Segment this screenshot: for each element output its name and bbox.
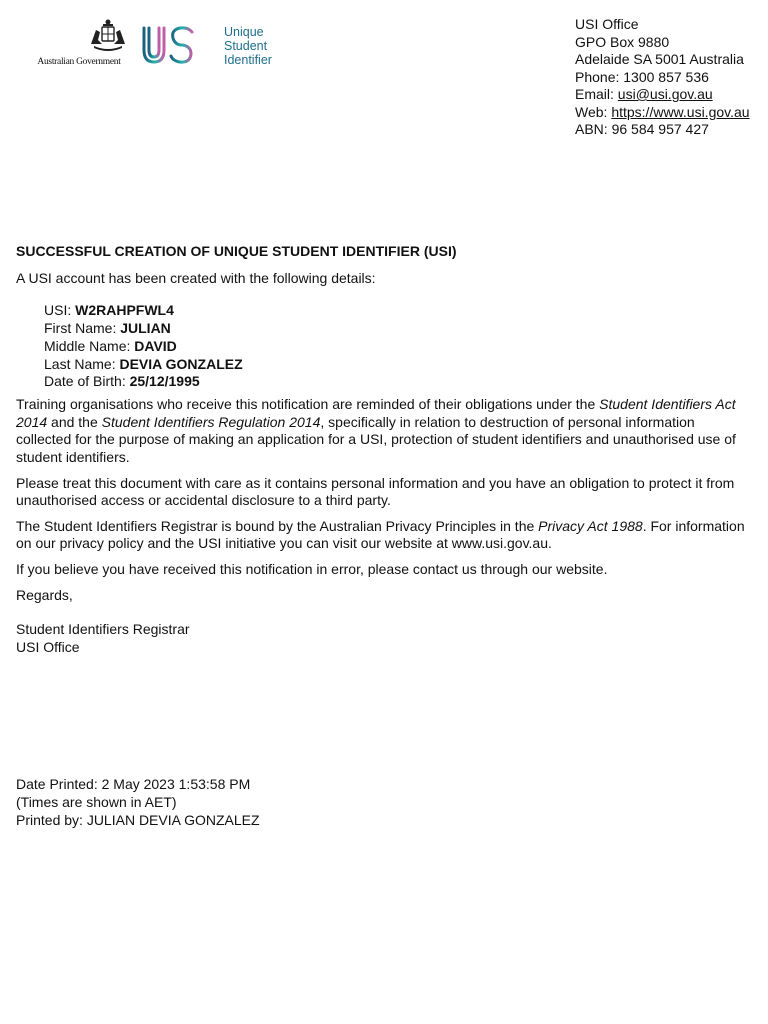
timezone-note: (Times are shown in AET) <box>16 793 177 810</box>
office-po-box: GPO Box 9880 <box>575 33 670 50</box>
last-name-value: DEVIA GONZALEZ <box>119 355 243 372</box>
usi-row <box>44 302 746 320</box>
print-info <box>16 776 260 829</box>
date-printed: Date Printed: 2 May 2023 1:53:58 PM <box>16 776 251 792</box>
last-name-row <box>44 356 746 374</box>
text-run: The Student Identifiers Registrar is bound by the Australian Privacy Principles in the <box>16 517 539 534</box>
usi-logo-word: Identifier <box>224 53 272 67</box>
middle-name-row <box>44 338 746 356</box>
abn-number: 96 584 957 427 <box>611 121 709 137</box>
usi-logo-wordmark <box>224 25 272 67</box>
date-of-birth-row <box>44 373 746 391</box>
office-web <box>575 104 750 122</box>
coat-of-arms-icon <box>88 18 128 54</box>
privacy-act-title: Privacy Act 1988 <box>538 517 643 534</box>
email-link[interactable]: usi@usi.gov.au <box>617 86 713 102</box>
text-run: Training organisations who receive this notification are reminded of their obligations under the <box>16 396 600 413</box>
middle-name-value: DAVID <box>134 337 177 354</box>
office-city: Adelaide SA 5001 Australia <box>575 51 744 67</box>
phone-label: Phone: <box>575 68 624 85</box>
usi-logo-word: Unique <box>224 25 264 39</box>
text-run: , specifically in relation to destruction of personal information collected for the purpose of making an application for a USI, protection of student identifiers and unauthorised use of student identifiers. <box>16 413 736 465</box>
care-paragraph: Please treat this document with care as it contains personal information and you have an obligation to protect it from unauthorised access or accidental disclosure to a third party. <box>16 474 735 509</box>
letter-title: SUCCESSFUL CREATION OF UNIQUE STUDENT IDENTIFIER (USI) <box>16 243 457 259</box>
usi-label: USI: <box>44 302 76 319</box>
regards-text: Regards, <box>16 586 73 603</box>
usi-details <box>44 302 746 391</box>
signatory-title: Student Identifiers Registrar <box>16 621 190 638</box>
signature-block <box>16 621 746 656</box>
abn-label: ABN: <box>575 121 612 137</box>
text-run: and the <box>47 413 102 430</box>
regulation-title: Student Identifiers Regulation 2014 <box>101 413 321 430</box>
office-address-block <box>575 16 750 139</box>
first-name-label: First Name: <box>44 319 121 336</box>
first-name-row <box>44 320 746 338</box>
office-name: USI Office <box>575 16 639 32</box>
government-name: Australian Government <box>37 57 121 67</box>
usi-logo <box>140 24 220 68</box>
australian-government-logo <box>33 18 125 68</box>
phone-number: 1300 857 536 <box>623 68 709 85</box>
last-name-label: Last Name: <box>44 355 120 372</box>
web-label: Web: <box>575 103 612 120</box>
error-paragraph: If you believe you have received this notification in error, please contact us through our website. <box>16 560 608 577</box>
website-link[interactable]: https://www.usi.gov.au <box>611 103 750 120</box>
office-email <box>575 86 750 104</box>
middle-name-label: Middle Name: <box>44 337 135 354</box>
privacy-paragraph <box>16 518 746 553</box>
letter-body <box>16 243 746 656</box>
text-run: . For information on our privacy policy and the USI initiative you can visit our website at www.usi.gov.au. <box>16 517 745 552</box>
printed-by: Printed by: JULIAN DEVIA GONZALEZ <box>16 811 260 828</box>
usi-value: W2RAHPFWL4 <box>75 302 174 319</box>
intro-text: A USI account has been created with the following details: <box>16 269 376 286</box>
first-name-value: JULIAN <box>120 319 171 336</box>
office-abn <box>575 121 750 139</box>
signatory-office: USI Office <box>16 638 80 655</box>
dob-label: Date of Birth: <box>44 373 130 390</box>
usi-logo-word: Student <box>224 39 268 53</box>
obligations-paragraph <box>16 396 746 466</box>
act-title: Student Identifiers Act 2014 <box>16 396 736 430</box>
email-label: Email: <box>575 86 618 102</box>
dob-value: 25/12/1995 <box>129 373 200 390</box>
office-phone <box>575 69 750 87</box>
